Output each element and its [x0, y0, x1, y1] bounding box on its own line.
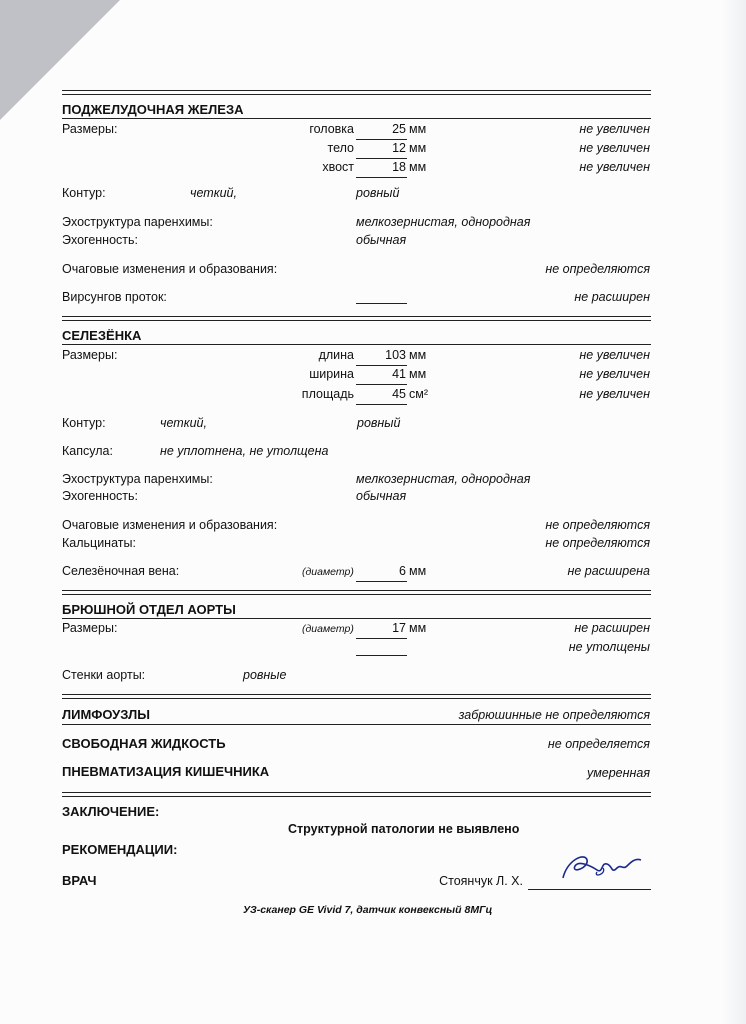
section-rule: [62, 316, 651, 317]
pancreas-head-label: головка: [309, 122, 354, 136]
value-underline: [356, 404, 407, 405]
section-rule: [62, 694, 651, 695]
value-underline: [356, 655, 407, 656]
spleen-heading: СЕЛЕЗЁНКА: [62, 328, 142, 343]
spleen-echostructure-label: Эхоструктура паренхимы:: [62, 472, 213, 486]
aorta-diameter-label: (диаметр): [302, 623, 354, 635]
section-rule: [62, 724, 651, 725]
spleen-calcinates-label: Кальцинаты:: [62, 536, 136, 550]
aorta-heading: БРЮШНОЙ ОТДЕЛ АОРТЫ: [62, 602, 236, 617]
aorta-unit: мм: [409, 621, 427, 635]
spleen-length-value: 103: [385, 348, 406, 362]
section-rule: [62, 90, 651, 91]
pancreas-tail-unit: мм: [409, 160, 427, 174]
spleen-echogenicity-value: обычная: [356, 489, 407, 503]
spleen-width-unit: мм: [409, 367, 427, 381]
pancreas-contour-value2: ровный: [356, 186, 400, 200]
pancreas-duct-value: не расширен: [574, 290, 650, 304]
fluid-value: не определяется: [547, 737, 650, 751]
value-underline: [356, 365, 407, 366]
lymph-heading: ЛИМФОУЗЛЫ: [62, 707, 150, 722]
doctor-heading: ВРАЧ: [62, 873, 97, 888]
pancreas-duct-label: Вирсунгов проток:: [62, 290, 167, 304]
pancreas-head-value: 25: [392, 122, 406, 136]
aorta-value: 17: [392, 621, 406, 635]
section-rule: [62, 698, 651, 699]
spleen-focal-value: не определяются: [545, 518, 650, 532]
spleen-area-unit: см²: [409, 387, 429, 401]
lymph-value: забрюшинные не определяются: [458, 708, 650, 722]
spleen-size-label: Размеры:: [62, 348, 118, 362]
recommendations-heading: РЕКОМЕНДАЦИИ:: [62, 842, 178, 857]
value-underline: [356, 581, 407, 582]
spleen-length-status: не увеличен: [579, 348, 650, 362]
spleen-calcinates-value: не определяются: [545, 536, 650, 550]
section-rule: [62, 792, 651, 793]
pancreas-body-unit: мм: [409, 141, 427, 155]
pancreas-body-value: 12: [392, 141, 406, 155]
section-rule: [62, 344, 651, 345]
doctor-signature: [557, 848, 647, 888]
pancreas-echostructure-label: Эхоструктура паренхимы:: [62, 215, 213, 229]
spleen-capsule-value: не уплотнена, не утолщена: [160, 444, 329, 458]
spleen-vein-label: Селезёночная вена:: [62, 564, 180, 578]
spleen-area-value: 45: [392, 387, 406, 401]
spleen-capsule-label: Капсула:: [62, 444, 113, 458]
aorta-size-label: Размеры:: [62, 621, 118, 635]
value-underline: [356, 384, 407, 385]
section-rule: [62, 594, 651, 595]
spleen-contour-label: Контур:: [62, 416, 106, 430]
value-underline: [356, 638, 407, 639]
spleen-area-label: площадь: [301, 387, 354, 401]
conclusion-text: Структурной патологии не выявлено: [288, 822, 520, 836]
spleen-contour-value1: четкий,: [160, 416, 207, 430]
pancreas-head-unit: мм: [409, 122, 427, 136]
pneumatization-value: умеренная: [586, 766, 650, 780]
pancreas-tail-status: не увеличен: [579, 160, 650, 174]
value-underline: [356, 158, 407, 159]
spleen-contour-value2: ровный: [357, 416, 401, 430]
pancreas-tail-label: хвост: [322, 160, 354, 174]
section-rule: [62, 618, 651, 619]
pancreas-body-status: не увеличен: [579, 141, 650, 155]
spleen-area-status: не увеличен: [579, 387, 650, 401]
value-underline: [356, 303, 407, 304]
pancreas-focal-value: не определяются: [545, 262, 650, 276]
spleen-echogenicity-label: Эхогенность:: [62, 489, 139, 503]
value-underline: [356, 139, 407, 140]
spleen-echostructure-value: мелкозернистая, однородная: [356, 472, 531, 486]
pancreas-echogenicity-label: Эхогенность:: [62, 233, 139, 247]
spleen-vein-diameter-label: (диаметр): [302, 566, 354, 578]
spleen-vein-value: 6: [399, 564, 406, 578]
pancreas-head-status: не увеличен: [579, 122, 650, 136]
pancreas-focal-label: Очаговые изменения и образования:: [62, 262, 278, 276]
spleen-width-status: не увеличен: [579, 367, 650, 381]
spleen-focal-label: Очаговые изменения и образования:: [62, 518, 278, 532]
pancreas-body-label: тело: [327, 141, 354, 155]
spleen-vein-status: не расширена: [567, 564, 650, 578]
page-edge-shadow: [722, 0, 746, 1024]
pancreas-tail-value: 18: [392, 160, 406, 174]
pancreas-contour-value1: четкий,: [190, 186, 237, 200]
section-rule: [62, 590, 651, 591]
scanner-note: УЗ-сканер GE Vivid 7, датчик конвексный 8МГц: [243, 904, 493, 916]
section-rule: [62, 94, 651, 95]
spleen-length-unit: мм: [409, 348, 427, 362]
pancreas-echostructure-value: мелкозернистая, однородная: [356, 215, 531, 229]
aorta-wall-status: не утолщены: [568, 640, 650, 654]
doctor-name: Стоянчук Л. Х.: [439, 874, 523, 888]
value-underline: [356, 177, 407, 178]
pancreas-echogenicity-value: обычная: [356, 233, 407, 247]
aorta-walls-label: Стенки аорты:: [62, 668, 146, 682]
spleen-vein-unit: мм: [409, 564, 427, 578]
spleen-length-label: длина: [318, 348, 354, 362]
spleen-width-label: ширина: [309, 367, 354, 381]
pancreas-heading: ПОДЖЕЛУДОЧНАЯ ЖЕЛЕЗА: [62, 102, 244, 117]
conclusion-heading: ЗАКЛЮЧЕНИЕ:: [62, 804, 160, 819]
section-rule: [62, 320, 651, 321]
section-rule: [62, 118, 651, 119]
section-rule: [62, 796, 651, 797]
pancreas-contour-label: Контур:: [62, 186, 106, 200]
aorta-walls-value: ровные: [243, 668, 287, 682]
pancreas-size-label: Размеры:: [62, 122, 118, 136]
aorta-size-status: не расширен: [574, 621, 650, 635]
spleen-width-value: 41: [392, 367, 406, 381]
signature-line: [528, 889, 651, 890]
fluid-heading: СВОБОДНАЯ ЖИДКОСТЬ: [62, 736, 226, 751]
pneumatization-heading: ПНЕВМАТИЗАЦИЯ КИШЕЧНИКА: [62, 764, 270, 779]
